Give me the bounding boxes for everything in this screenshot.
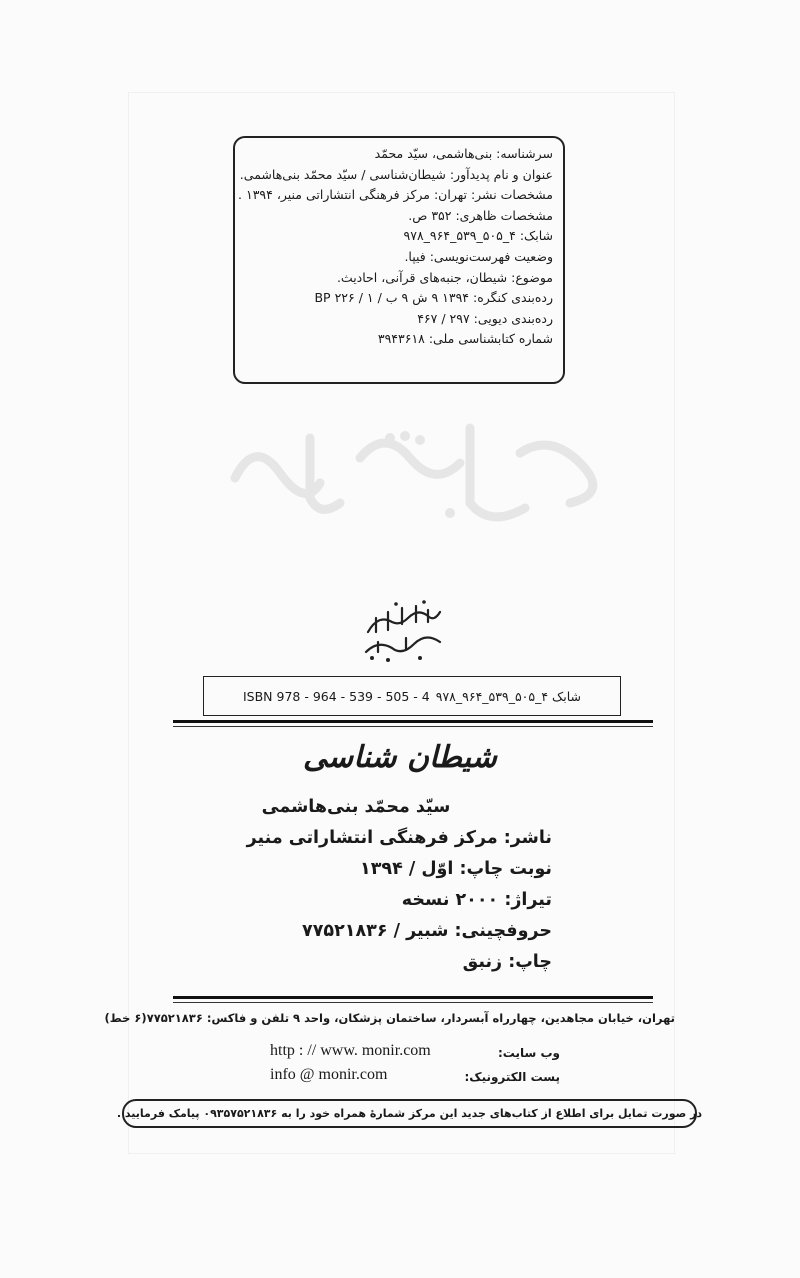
cataloging-in-publication-box: [233, 136, 565, 384]
isbn-english: ISBN 978 - 964 - 539 - 505 - 4: [242, 688, 430, 704]
sms-notice-text: در صورت تمایل برای اطلاع از کتاب‌های جدید این مرکز شمارهٔ همراه خود را به ۰۹۳۵۷۵۲۱۸۳۶ پیامک فرمایید .: [116, 1107, 703, 1120]
calligraphy-watermark: [220, 408, 600, 538]
email-address[interactable]: info @ monir.com: [270, 1066, 388, 1083]
website-label: وب سایت:: [497, 1046, 560, 1060]
email-row: [260, 1066, 560, 1088]
credit-author: سیّد محمّد بنی‌هاشمی: [261, 797, 451, 817]
publisher-address: تهران، خیابان مجاهدین، چهارراه آبسردار، ساختمان پزشکان، واحد ۹ تلفن و فاکس: ۷۷۵۲۱۸۳۶(۶ خط): [104, 1011, 675, 1025]
catalog-line-dewey: رده‌بندی دیویی: ۲۹۷ / ۴۶۷: [417, 310, 553, 326]
website-row: [260, 1042, 560, 1064]
catalog-line-subject: موضوع: شیطان، جنبه‌های قرآنی، احادیث.: [336, 269, 553, 285]
catalog-line-isbn: شابک: ۴_۵۰۵_۵۳۹_۹۶۴_۹۷۸: [403, 228, 553, 244]
catalog-line-author: سرشناسه: بنی‌هاشمی، سیّد محمّد: [374, 146, 553, 161]
divider-rule: [173, 720, 653, 723]
catalog-line-physical: مشخصات ظاهری: ۳۵۲ ص.: [408, 207, 553, 223]
catalog-line-publication: مشخصات نشر: تهران: مرکز فرهنگی انتشاراتی منیر، ۱۳۹۴ .: [238, 187, 553, 203]
credit-typesetting: حروفچینی: شبیر / ۷۷۵۲۱۸۳۶: [302, 921, 552, 941]
credit-printing: چاپ: زنبق: [462, 952, 552, 972]
sms-notice-box: [116, 1099, 703, 1128]
book-title: شیطان شناسی: [303, 740, 497, 775]
catalog-line-status: وضعیت فهرست‌نویسی: فیپا.: [404, 248, 553, 264]
isbn-box: [203, 676, 621, 716]
divider-rule: [173, 1002, 653, 1003]
credit-edition: نوبت چاپ: اوّل / ۱۳۹۴: [360, 859, 552, 879]
credit-print-run: تیراژ: ۲۰۰۰ نسخه: [401, 890, 552, 910]
book-credits: [200, 792, 552, 978]
catalog-line-national-number: شماره کتابشناسی ملی: ۳۹۴۳۶۱۸: [377, 331, 553, 347]
catalog-line-title: عنوان و نام پدیدآور: شیطان‌شناسی / سیّد محمّد بنی‌هاشمی.: [239, 166, 553, 182]
divider-rule: [173, 996, 653, 999]
divider-rule: [173, 726, 653, 727]
credit-publisher: ناشر: مرکز فرهنگی انتشاراتی منیر: [246, 828, 552, 848]
monir-publisher-logo: [358, 598, 446, 664]
isbn-persian: شابک ۴_۵۰۵_۵۳۹_۹۶۴_۹۷۸: [435, 688, 582, 704]
catalog-line-lc-class: رده‌بندی کنگره: ۱۳۹۴ ۹ ش ۹ ب / ۱ / BP ۲۲۶: [314, 290, 553, 306]
email-label: پست الکترونیک:: [464, 1070, 560, 1084]
website-url[interactable]: http : // www. monir.com: [270, 1042, 431, 1059]
